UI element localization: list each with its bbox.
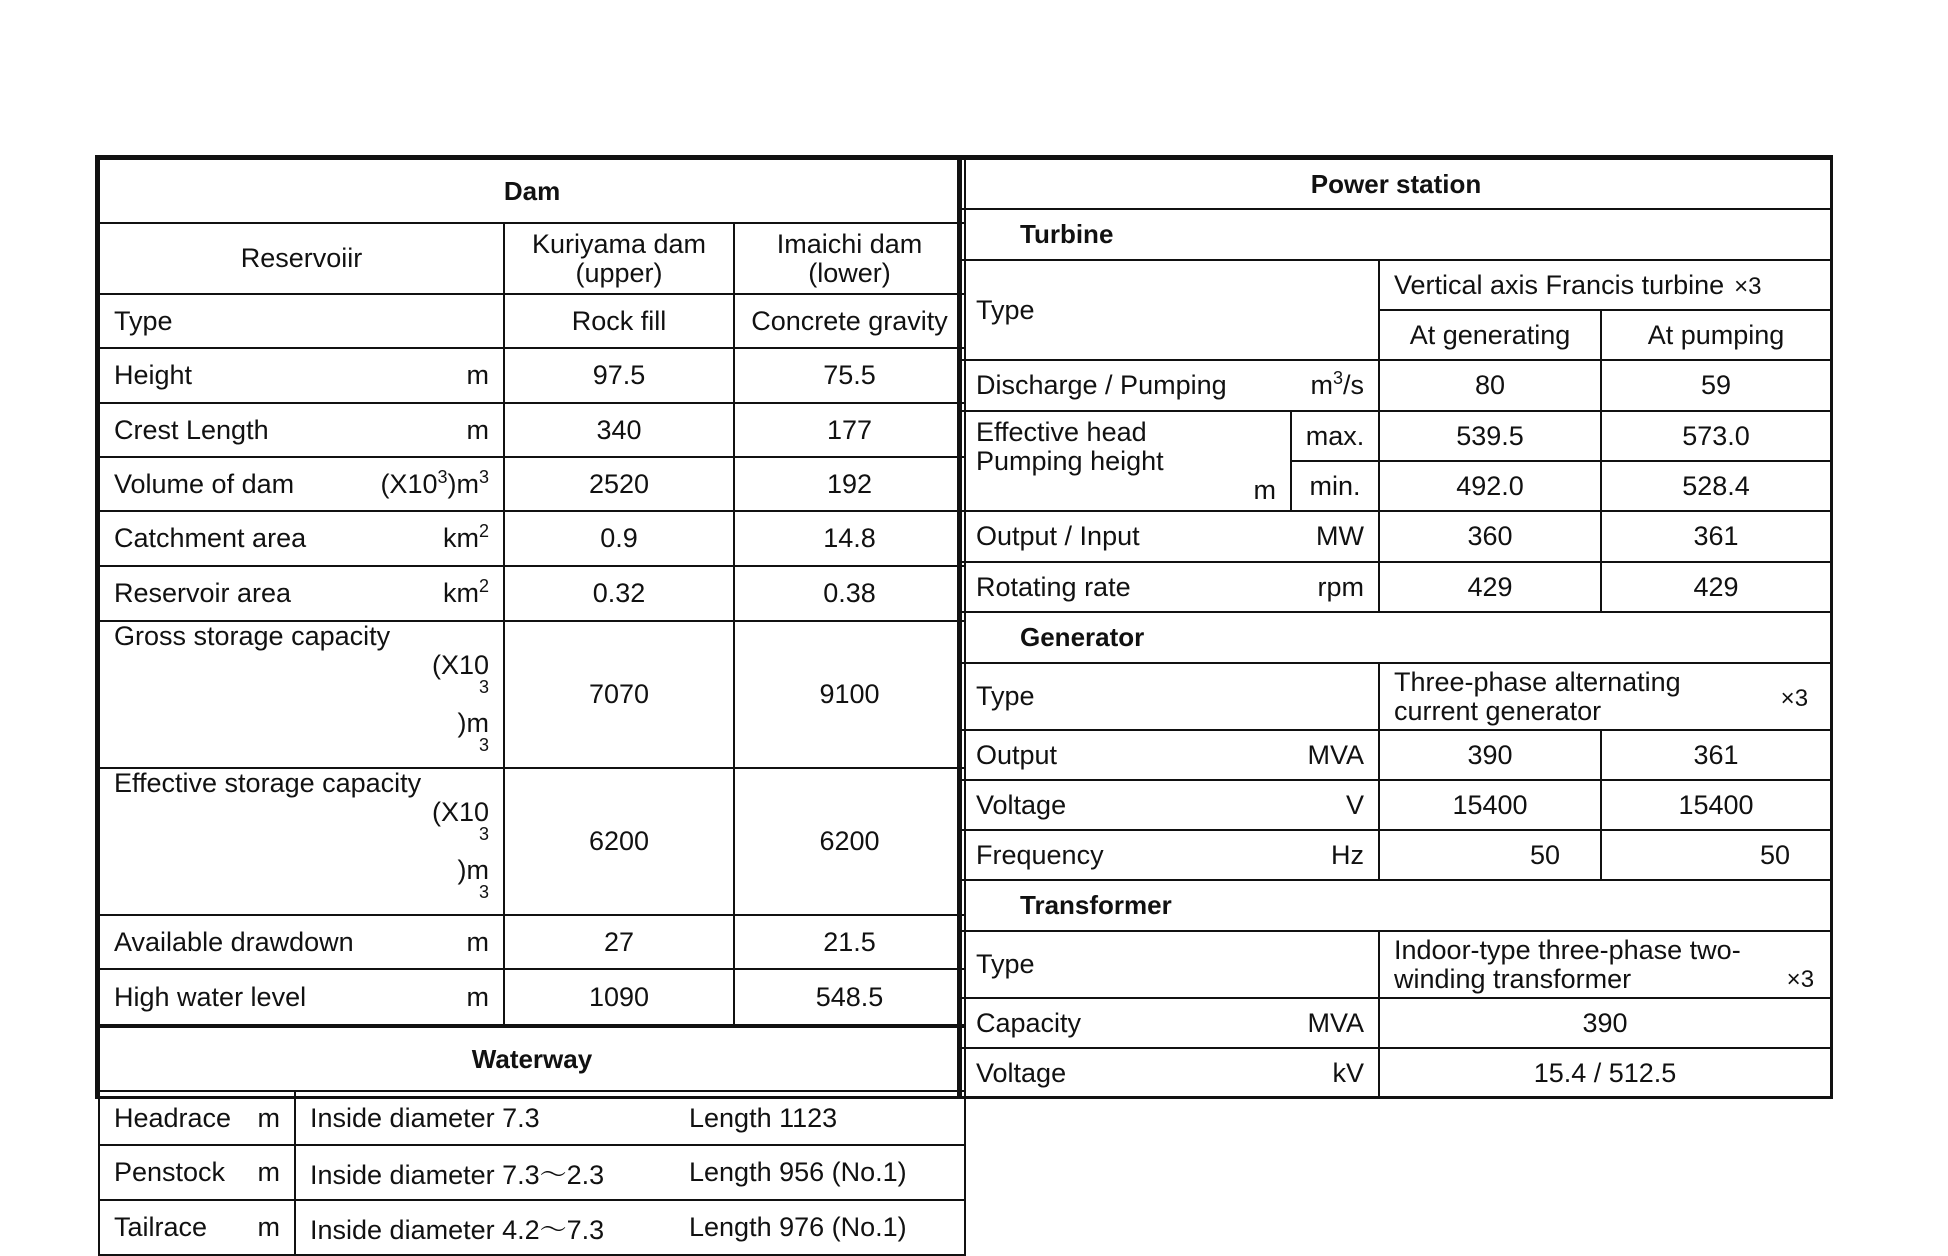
upper-value: 2520	[504, 457, 734, 511]
pumping-value: 429	[1601, 562, 1831, 612]
transformer-type-value: Indoor-type three-phase two- winding transformer ×3	[1379, 931, 1831, 998]
diameter-value: Inside diameter 4.2～7.3	[295, 1200, 675, 1255]
dam-table	[98, 158, 966, 1026]
lower-value: 177	[734, 403, 965, 457]
row-label: Type	[99, 294, 504, 348]
table-row	[99, 1200, 965, 1255]
table-row	[99, 1091, 965, 1145]
dam-title: Dam	[99, 159, 965, 223]
lower-value: 75.5	[734, 348, 965, 403]
length-value: Length 976 (No.1)	[675, 1200, 965, 1255]
upper-value: 0.9	[504, 511, 734, 566]
table-row	[99, 348, 965, 403]
max-label: max.	[1291, 411, 1379, 461]
table-row	[99, 511, 965, 566]
lower-value: 0.38	[734, 566, 965, 621]
row-label: Capacity MVA	[961, 998, 1379, 1048]
upper-value: 1090	[504, 969, 734, 1025]
lower-value: 192	[734, 457, 965, 511]
row-label: Catchment area $km^2$	[99, 511, 504, 566]
table-row	[99, 768, 965, 915]
row-label: Type	[961, 663, 1379, 730]
pumping-value: 361	[1601, 730, 1831, 780]
table-row	[961, 360, 1831, 411]
upper-value: 340	[504, 403, 734, 457]
pumping-value: 15400	[1601, 780, 1831, 830]
lower-value: 9100	[734, 621, 965, 768]
row-label: Voltage V	[961, 780, 1379, 830]
generating-value: 492.0	[1379, 461, 1601, 511]
lower-value: 548.5	[734, 969, 965, 1025]
row-label: Crest Length m	[99, 403, 504, 457]
transformer-title: Transformer	[961, 880, 1831, 931]
row-label: Voltage kV	[961, 1048, 1379, 1098]
turbine-title: Turbine	[961, 209, 1831, 260]
power-table	[960, 158, 1832, 1099]
pumping-value: 573.0	[1601, 411, 1831, 461]
upper-value: 7070	[504, 621, 734, 768]
waterway-title: Waterway	[99, 1027, 965, 1091]
length-value: Length 1123	[675, 1091, 965, 1145]
pumping-value: 361	[1601, 511, 1831, 562]
length-value: Length 956 (No.1)	[675, 1145, 965, 1200]
lower-value: 21.5	[734, 915, 965, 969]
row-label: Type	[961, 260, 1379, 360]
pumping-value: 50	[1601, 830, 1831, 880]
table-row	[961, 998, 1831, 1048]
table-row	[961, 1048, 1831, 1098]
table-row	[99, 294, 965, 348]
row-label: Tailrace m	[99, 1200, 295, 1255]
generator-title: Generator	[961, 612, 1831, 663]
lower-value: Concrete gravity	[734, 294, 965, 348]
upper-value: 97.5	[504, 348, 734, 403]
col-lower-header: Imaichi dam (lower)	[734, 223, 965, 294]
upper-value: Rock fill	[504, 294, 734, 348]
pumping-value: 528.4	[1601, 461, 1831, 511]
lower-value: 6200	[734, 768, 965, 915]
generating-value: 15400	[1379, 780, 1601, 830]
table-row	[99, 915, 965, 969]
reservoir-label: Reservoiir	[99, 223, 504, 294]
generating-value: 429	[1379, 562, 1601, 612]
generating-value: 50	[1379, 830, 1601, 880]
row-label: Penstock m	[99, 1145, 295, 1200]
generator-type-value: Three-phase alternating current generator ×3	[1379, 663, 1831, 730]
row-label: Reservoir area $km^2$	[99, 566, 504, 621]
row-label: Volume of dam $(X10^3)m^3$	[99, 457, 504, 511]
table-row	[99, 969, 965, 1025]
table-row	[961, 931, 1831, 998]
pumping-value: 59	[1601, 360, 1831, 411]
diameter-value: Inside diameter 7.3～2.3	[295, 1145, 675, 1200]
table-row	[99, 621, 965, 768]
table-row	[961, 411, 1831, 461]
table-row	[99, 457, 965, 511]
row-label: Output / Input MW	[961, 511, 1379, 562]
table-row	[961, 511, 1831, 562]
row-label: Height m	[99, 348, 504, 403]
row-label: Rotating rate rpm	[961, 562, 1379, 612]
turbine-type-value: Vertical axis Francis turbine ×3	[1379, 260, 1831, 310]
power-station-panel	[957, 155, 1833, 1099]
table-row	[961, 780, 1831, 830]
row-label: Effective head Pumping height m	[961, 411, 1291, 511]
generating-value: 539.5	[1379, 411, 1601, 461]
voltage-value: 15.4 / 512.5	[1379, 1048, 1831, 1098]
row-label: Type	[961, 931, 1379, 998]
upper-value: 27	[504, 915, 734, 969]
row-label: Output MVA	[961, 730, 1379, 780]
upper-value: 6200	[504, 768, 734, 915]
row-label: Available drawdown m	[99, 915, 504, 969]
table-row	[99, 403, 965, 457]
generating-value: 390	[1379, 730, 1601, 780]
table-row	[961, 730, 1831, 780]
row-label: Discharge / Pumping $m^3/s$	[961, 360, 1379, 411]
table-row	[961, 830, 1831, 880]
col-pumping-header: At pumping	[1601, 310, 1831, 360]
table-row	[99, 1145, 965, 1200]
row-label: Effective storage capacity (X10 $^3$ )m $^3$	[99, 768, 504, 915]
lower-value: 14.8	[734, 511, 965, 566]
row-label: High water level m	[99, 969, 504, 1025]
waterway-table	[98, 1026, 966, 1256]
row-label: Headrace m	[99, 1091, 295, 1145]
col-generating-header: At generating	[1379, 310, 1601, 360]
upper-value: 0.32	[504, 566, 734, 621]
min-label: min.	[1291, 461, 1379, 511]
power-station-title: Power station	[961, 159, 1831, 209]
row-label: Frequency Hz	[961, 830, 1379, 880]
capacity-value: 390	[1379, 998, 1831, 1048]
table-row	[961, 663, 1831, 730]
table-row	[99, 566, 965, 621]
generating-value: 360	[1379, 511, 1601, 562]
col-upper-header: Kuriyama dam (upper)	[504, 223, 734, 294]
table-row	[961, 562, 1831, 612]
dam-panel	[95, 155, 961, 1245]
generating-value: 80	[1379, 360, 1601, 411]
row-label: Gross storage capacity (X10 $^3$ )m $^3$	[99, 621, 504, 768]
diameter-value: Inside diameter 7.3	[295, 1091, 675, 1145]
table-row	[961, 260, 1831, 310]
